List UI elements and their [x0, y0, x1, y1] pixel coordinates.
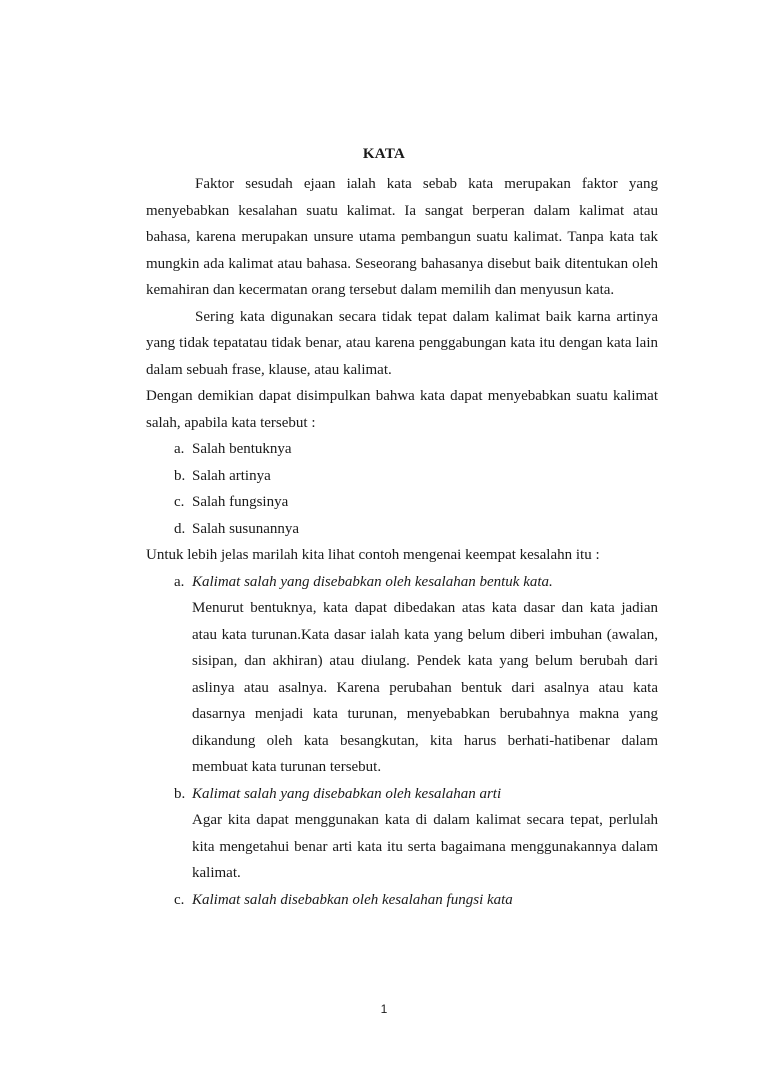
paragraph-1: Faktor sesudah ejaan ialah kata sebab kata merupakan faktor yang menyebabkan kesalahan suatu kalimat. Ia sangat berperan dalam kalimat atau bahasa, karena merupakan unsure utama pembangun suatu kalimat. Tanpa kata tak mungkin ada kalimat atau bahasa. Seseorang bahasanya disebut baik ditentukan oleh kemahiran dan kecermatan orang tersebut dalam memilih dan menyusun kata.	[146, 176, 658, 298]
example-section-a	[174, 569, 658, 781]
section-marker: a.	[174, 573, 185, 590]
paragraph-3: Dengan demikian dapat disimpulkan bahwa kata dapat menyebabkan suatu kalimat salah, apabila kata tersebut :	[146, 388, 658, 431]
examples-intro: Untuk lebih jelas marilah kita lihat contoh mengenai keempat kesalahn itu :	[146, 547, 600, 563]
list-item-text: Salah susunannya	[192, 520, 300, 537]
criteria-list	[146, 436, 658, 542]
list-item-text: Salah artinya	[192, 467, 271, 484]
example-section-b	[174, 781, 658, 887]
section-text: Agar kita dapat menggunakan kata di dalam kalimat secara tepat, perlulah kita mengetahui benar arti kata itu serta bagaimana menggunakannya dalam kalimat.	[192, 812, 658, 881]
list-marker: b.	[174, 467, 186, 484]
list-item-text: Salah bentuknya	[192, 441, 292, 457]
list-item	[146, 436, 658, 463]
section-heading: Kalimat salah yang disebabkan oleh kesalahan bentuk kata.	[192, 573, 553, 590]
list-marker: d.	[174, 520, 186, 537]
section-marker: c.	[174, 891, 185, 908]
list-item-text: Salah fungsinya	[192, 494, 289, 510]
section-heading: Kalimat salah yang disebabkan oleh kesalahan arti	[192, 785, 502, 802]
examples-list	[146, 569, 658, 914]
page-number: 1	[380, 1002, 388, 1016]
list-item	[146, 516, 658, 543]
page-title: KATA	[362, 146, 406, 162]
list-item	[146, 463, 658, 490]
document-body	[146, 171, 658, 913]
section-marker: b.	[174, 785, 186, 802]
paragraph-2: Sering kata digunakan secara tidak tepat dalam kalimat baik karna artinya yang tidak tepatatau tidak benar, atau karena penggabungan kata itu dengan kata lain dalam sebuah frase, klause, atau kalimat.	[146, 308, 658, 378]
list-marker: a.	[174, 441, 185, 457]
section-heading: Kalimat salah disebabkan oleh kesalahan fungsi kata	[192, 891, 513, 908]
example-section-c	[174, 887, 658, 914]
section-text: Menurut bentuknya, kata dapat dibedakan atas kata dasar dan kata jadian atau kata turunan.Kata dasar ialah kata yang belum diberi imbuhan (awalan, sisipan, dan akhiran) atau diulang. Pendek kata yang belum berubah dari aslinya atau asalnya. Karena perubahan bentuk dari asalnya atau kata dasarnya menjadi kata turunan, menyebabkan berubahnya makna yang dikandung oleh kata besangkutan, kita harus berhati-hatibenar dalam membuat kata turunan tersebut.	[192, 600, 658, 775]
list-marker: c.	[174, 494, 185, 510]
list-item	[146, 489, 658, 516]
